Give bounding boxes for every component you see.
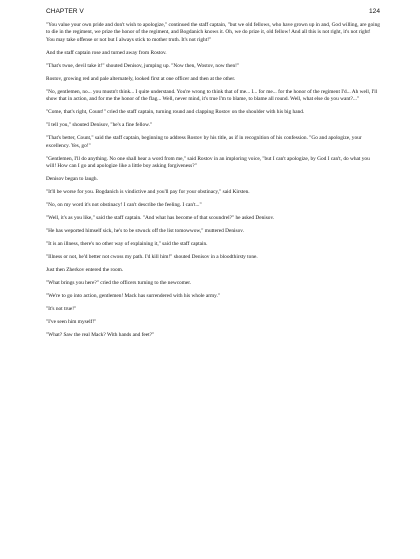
page-header [46, 8, 380, 16]
paragraph: Just then Zherkov entered the room. [46, 267, 124, 274]
document-page [46, 8, 380, 345]
paragraph: "You value your own pride and don't wish to apologize," continued the staff captain, "but we old fellows, who have grown up in and, God willing, are going to die in the regiment, we prize the honor of the regiment, and Bogdanich knows it. Oh, we do prize it, old fellow! And all this is not right, it's not right! You may take offense or not but I always stick to mother truth. It's not right!" [46, 22, 380, 43]
paragraph: "What? Saw the real Mack? With hands and feet?" [46, 332, 155, 339]
paragraph: "He has weported himself sick, he's to be stwuck off the list tomowwow," muttered Denisov. [46, 228, 244, 235]
paragraph: "We're to go into action, gentlemen! Mack has surrendered with his whole army." [46, 293, 221, 300]
paragraph: "Illness or not, he'd better not cwoss my path. I'd kill him!" shouted Denisov in a bloodthirsty tone. [46, 254, 258, 261]
paragraph: "It'll be worse for you. Bogdanich is vindictive and you'll pay for your obstinacy," said Kirsten. [46, 189, 250, 196]
paragraph: "What brings you here?" cried the officers turning to the newcomer. [46, 280, 192, 287]
paragraph: "Come, that's right, Count!" cried the staff captain, turning round and clapping Rostov on the shoulder with his big hand. [46, 109, 305, 116]
page-number: 124 [368, 8, 380, 15]
page-body [46, 22, 380, 339]
paragraph: "Well, it's as you like," said the staff captain. "And what has become of that scoundrel?" he asked Denisov. [46, 215, 275, 222]
paragraph: Denisov began to laugh. [46, 176, 98, 183]
paragraph: "That's twue, devil take it!" shouted Denisov, jumping up. "Now then, Wostov, now then!" [46, 62, 240, 69]
paragraph: "That's better, Count," said the staff captain, beginning to address Rostov by his title, as if in recognition of his confession. "Go and apologize, your excellency. Yes, go!" [46, 135, 362, 149]
paragraph: Rostov, growing red and pale alternately, looked first at one officer and then at the other. [46, 75, 236, 82]
paragraph: "No, gentlemen, no... you mustn't think... I quite understand. You're wrong to think that of me... I... for me... for the honor of the regiment I'd... Ah well, I'll show that in action, and for me the honor of the flag... Well, never mind, it's true I'm to blame, to blame all round. Well, what else do you want?..." [46, 88, 378, 103]
chapter-title: CHAPTER V [46, 8, 84, 15]
paragraph: "I've seen him myself!" [46, 319, 97, 326]
paragraph: "No, on my word it's not obstinacy! I can't describe the feeling. I can't..." [46, 202, 202, 209]
paragraph: "Gentlemen, I'll do anything. No one shall hear a word from me," said Rostov in an imploring voice, "but I can't apologize, by God I can't, do what you will! How can I go and apologize like a little boy asking forgiveness?" [46, 155, 370, 170]
paragraph: "It's not true!" [46, 306, 77, 313]
paragraph: And the staff captain rose and turned away from Rostov. [46, 49, 167, 56]
paragraph: "It is an illness, there's no other way of explaining it," said the staff captain. [46, 241, 208, 248]
paragraph: "I tell you," shouted Denisov, "he's a fine fellow." [46, 122, 153, 129]
